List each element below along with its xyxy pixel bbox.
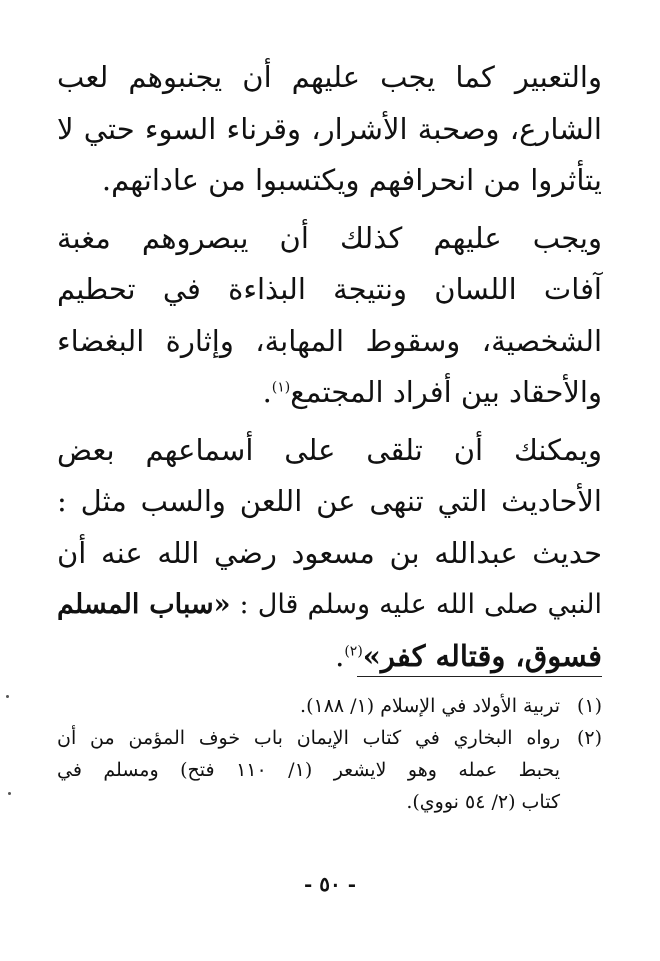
footnote-line: تربية الأولاد في الإسلام (١/ ١٨٨).: [300, 695, 560, 717]
sentence-end: .: [335, 638, 345, 673]
footnote-reference-2: (٢): [344, 642, 363, 659]
hadith-quote: فسوق، وقتاله كفر»: [362, 638, 602, 673]
footnote-number: (١): [576, 695, 602, 717]
text-line: آفات اللسان ونتيجة البذاءة في تحطيم: [57, 272, 602, 306]
hadith-quote: «سباب المسلم: [57, 589, 231, 620]
text-line: [57, 631, 602, 683]
footnote-line: كتاب (٢/ ٥٤ نووي).: [406, 791, 560, 813]
footnotes: [57, 690, 602, 818]
text-line: حديث عبدالله بن مسعود رضي الله عنه أن: [57, 535, 602, 570]
footnote-reference-1: (١): [271, 379, 291, 396]
text-line: والتعبير كما يجب عليهم أن يجنبوهم لعب: [57, 60, 602, 94]
text-line: الشخصية، وسقوط المهابة، وإثارة البغضاء: [57, 323, 602, 358]
paragraph-1: [57, 52, 602, 207]
sentence-end: .: [262, 375, 272, 409]
scan-speck: [6, 695, 9, 698]
text-line: الأحاديث التي تنهى عن اللعن والسب مثل :: [57, 484, 602, 518]
text-line: [57, 579, 602, 631]
paragraph-3: [57, 425, 602, 683]
text-line: [57, 367, 602, 419]
text-segment: والأحقاد بين أفراد المجتمع: [290, 375, 602, 409]
scan-speck: [8, 792, 11, 795]
text-line: الشارع، وصحبة الأشرار، وقرناء السوء حتي لا: [57, 111, 602, 146]
text-line: ويمكنك أن تلقى على أسماعهم بعض: [57, 432, 602, 467]
footnote-separator: [357, 676, 602, 677]
footnote-number: (٢): [576, 727, 602, 749]
footnote-line: رواه البخاري في كتاب الإيمان باب خوف المؤمن من أن: [57, 727, 560, 749]
main-text: [57, 52, 602, 688]
text-segment: النبي صلى الله عليه وسلم قال :: [230, 589, 602, 620]
text-line: يتأثروا من انحرافهم ويكتسبوا من عاداتهم.: [101, 163, 602, 197]
footnote-line: يحبط عمله وهو لايشعر (١/ ١١٠ فتح) ومسلم في: [57, 759, 560, 781]
page-number: - ٥٠ -: [303, 872, 356, 896]
footnote-2: [57, 722, 602, 818]
footnote-1: [57, 690, 602, 722]
text-line: ويجب عليهم كذلك أن يبصروهم مغبة: [57, 220, 602, 255]
paragraph-2: [57, 213, 602, 419]
